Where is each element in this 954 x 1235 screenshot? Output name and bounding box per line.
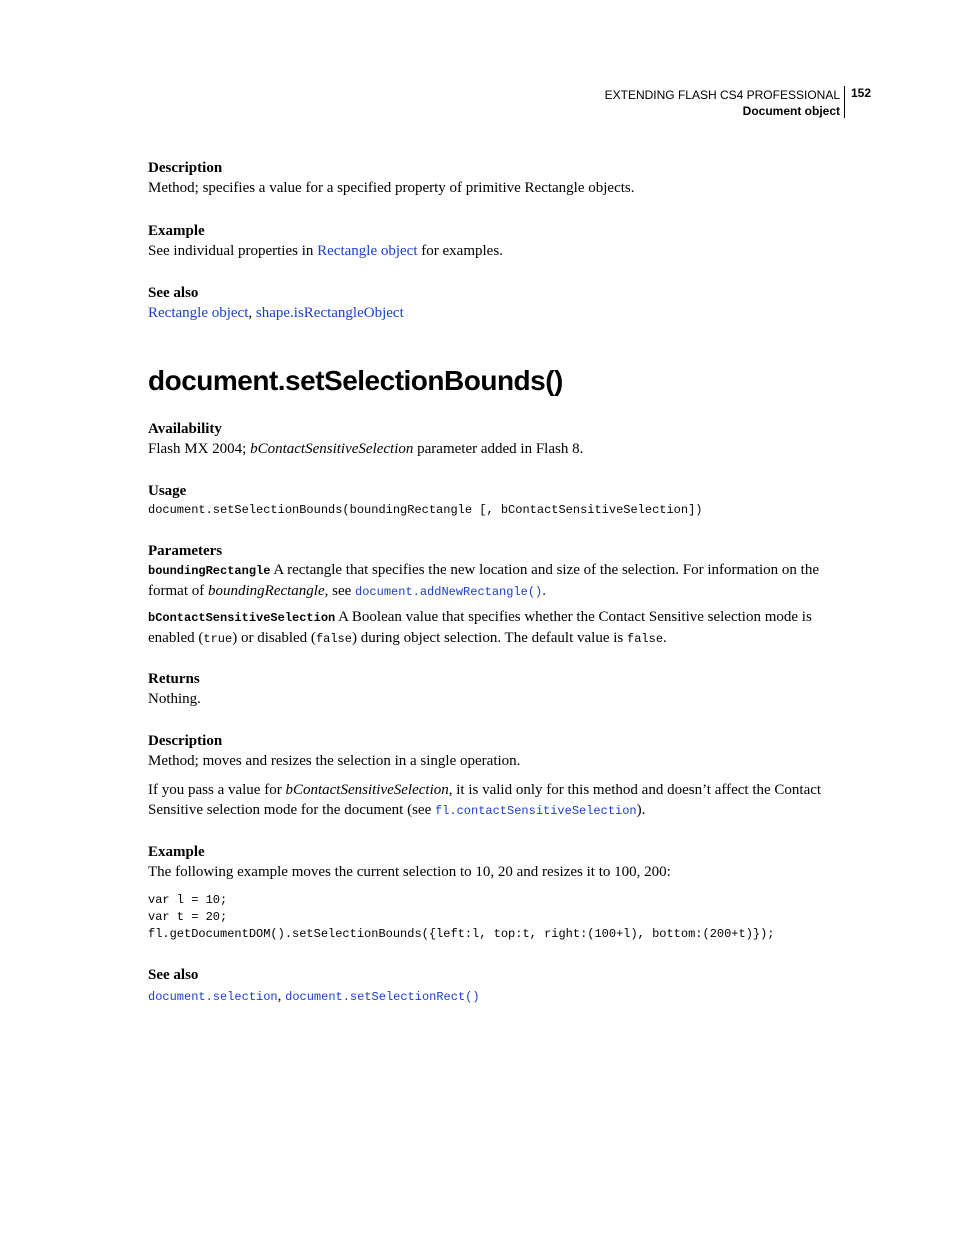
example-text: The following example moves the current selection to 10, 20 and resizes it to 100, 200: (148, 864, 671, 880)
section-title: Document object (742, 104, 840, 118)
book-title: EXTENDING FLASH CS4 PROFESSIONAL (604, 88, 840, 102)
availability-heading: Availability (148, 421, 222, 437)
page-number: 152 (851, 86, 872, 100)
example-code: var l = 10; var t = 20; fl.getDocumentDOM().setSelectionBounds({left:l, top:t, right:(100+l), bottom:(200+t)}); (148, 893, 775, 941)
see-also-heading: See also (148, 967, 199, 983)
add-new-rectangle-link[interactable]: document.addNewRectangle() (355, 585, 543, 599)
prev-example-text: See individual properties in Rectangle object for examples. (148, 243, 503, 259)
usage-heading: Usage (148, 483, 187, 499)
header-divider (844, 86, 845, 118)
see-also-is-rectangle-object-link[interactable]: shape.isRectangleObject (255, 305, 404, 321)
prev-see-also-links: Rectangle object, shape.isRectangleObject (148, 305, 404, 321)
document-selection-link[interactable]: document.selection (148, 990, 278, 1004)
parameters-heading: Parameters (148, 543, 223, 559)
returns-text: Nothing. (148, 691, 201, 707)
example-heading: Example (148, 844, 205, 860)
prev-description-text: Method; specifies a value for a specified property of primitive Rectangle objects. (148, 180, 635, 196)
param-name: boundingRectangle (148, 564, 271, 578)
description-heading: Description (148, 733, 223, 749)
see-also-rectangle-object-link[interactable]: Rectangle object (148, 305, 249, 321)
description-text-2: If you pass a value for bContactSensitiveSelection, it is valid only for this method and doesn’t affect the Contact Sensitive selection mode for the document (see fl.contactSensitiveSelection). (148, 782, 822, 818)
description-text: Method; moves and resizes the selection in a single operation. (148, 753, 521, 769)
prev-description-heading: Description (148, 160, 223, 176)
returns-heading: Returns (148, 671, 200, 687)
method-title: document.setSelectionBounds() (148, 365, 563, 396)
contact-sensitive-selection-link[interactable]: fl.contactSensitiveSelection (435, 804, 637, 818)
param-name: bContactSensitiveSelection (148, 611, 336, 625)
usage-code: document.setSelectionBounds(boundingRectangle [, bContactSensitiveSelection]) (148, 503, 703, 517)
rectangle-object-link[interactable]: Rectangle object (317, 243, 418, 259)
param-bounding-rectangle: boundingRectangle A rectangle that specifies the new location and size of the selection. For information on the format of boundingRectangle, see document.addNewRectangle(). (148, 562, 820, 599)
see-also-links: document.selection, document.setSelectionRect() (148, 988, 480, 1004)
param-contact-sensitive: bContactSensitiveSelection A Boolean value that specifies whether the Contact Sensitive selection mode is enabled (true) or disabled (false) during object selection. The default value is false. (148, 609, 812, 646)
prev-example-heading: Example (148, 223, 205, 239)
availability-text: Flash MX 2004; bContactSensitiveSelection parameter added in Flash 8. (148, 441, 584, 457)
prev-see-also-heading: See also (148, 285, 199, 301)
running-header (605, 87, 840, 119)
set-selection-rect-link[interactable]: document.setSelectionRect() (285, 990, 480, 1004)
